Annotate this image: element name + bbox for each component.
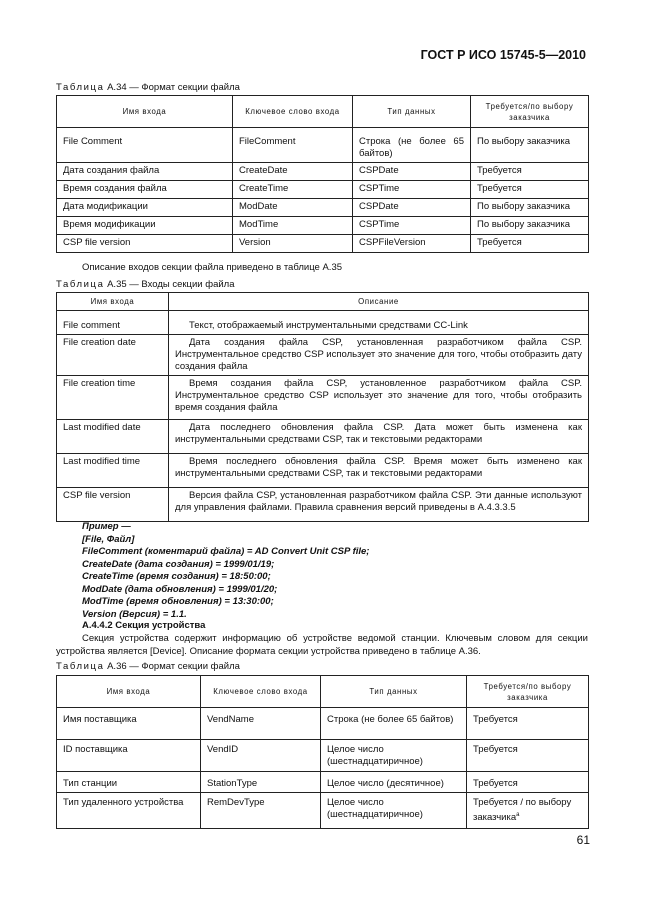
caption-text: А.35 — Входы секции файла [104,279,235,290]
table-cell: CSPDate [353,199,471,217]
example-line: ModTime (время обновления) = 13:30:00; [82,596,274,607]
table-cell: Время модификации [57,217,233,235]
table-cell: Время создания файла [57,181,233,199]
section-paragraph: Секция устройства содержит информацию об устройстве ведомой станции. Ключевым словом для секции устройства является [Device]. Описание формата секции устройства приведено в таблице А.36. [56,633,588,657]
table-cell: CSPDate [353,163,471,181]
table-cell: File comment [57,311,169,335]
table-cell: Version [233,235,353,253]
table-cell: Требуется [471,163,589,181]
table-cell: StationType [201,772,321,793]
table-cell: Версия файла CSP, установленная разработчиком файла CSP. Эти данные используют для управления файлами. Правила сравнения версий приведены в А.4.3.3.5 [169,488,589,522]
table-header-cell: Тип данных [321,676,467,708]
table-cell: Требуется [467,708,589,740]
example-line: Пример — [82,521,131,532]
table-header-cell: Требуется/по выбору заказчика [471,96,589,128]
table-cell: По выбору заказчика [471,199,589,217]
table-header-cell: Имя входа [57,676,201,708]
table-row [57,376,589,420]
table-header-cell: Имя входа [57,293,169,311]
table-cell: Требуется [471,235,589,253]
table-row [57,708,589,740]
required-text: Требуется / по выбору заказчика [473,797,572,824]
table-header-cell: Ключевое слово входа [201,676,321,708]
table-35-caption [56,279,235,290]
caption-text: А.34 — Формат секции файла [104,82,240,93]
table-cell: Имя поставщика [57,708,201,740]
table-cell: CSPTime [353,181,471,199]
table-cell: Целое число (десятичное) [321,772,467,793]
table-cell: Требуется [471,181,589,199]
table-cell: File creation time [57,376,169,420]
table-cell: Дата модификации [57,199,233,217]
table-cell: CSP file version [57,235,233,253]
table-row [57,181,589,199]
table-cell: ModTime [233,217,353,235]
table-cell: Целое число (шестнадцатиричное) [321,740,467,772]
table-cell: Тип станции [57,772,201,793]
table-cell: Время последнего обновления файла CSP. Время может быть изменено как инструментальными средствами CSP, так и текстовыми редакторами [169,454,589,488]
table-36-caption [56,661,240,672]
table-cell [467,793,589,829]
table-cell: Строка (не более 65 байтов) [353,128,471,163]
table-cell: VendName [201,708,321,740]
table-row [57,793,589,829]
table-row [57,217,589,235]
footnote-mark: а [516,812,520,818]
table-cell: Строка (не более 65 байтов) [321,708,467,740]
table-row [57,772,589,793]
table-cell: CreateDate [233,163,353,181]
example-block [82,521,369,621]
table-row [57,454,589,488]
table-35-intro: Описание входов секции файла приведено в таблице А.35 [82,262,343,273]
caption-prefix: Таблица [56,82,105,93]
table-cell: CreateTime [233,181,353,199]
table-row [57,335,589,376]
table-cell: Требуется [467,772,589,793]
table-cell: Требуется [467,740,589,772]
table-cell: Дата создания файла CSP, установленная разработчиком файла CSP. Инструментальное средство CSP использует это значение для того, чтобы отобразить дату создания файла [169,335,589,376]
table-header-cell: Ключевое слово входа [233,96,353,128]
table-row [57,420,589,454]
table-header-cell: Требуется/по выбору заказчика [467,676,589,708]
table-row [57,311,589,335]
table-cell: ID поставщика [57,740,201,772]
table-header-cell: Тип данных [353,96,471,128]
table-34-caption [56,82,240,93]
table-cell: Текст, отображаемый инструментальными средствами CC-Link [169,311,589,335]
table-cell: RemDevType [201,793,321,829]
table-35 [56,292,589,522]
table-cell: Дата создания файла [57,163,233,181]
table-row [57,128,589,163]
example-line: CreateDate (дата создания) = 1999/01/19; [82,558,275,570]
table-cell: File creation date [57,335,169,376]
table-row [57,740,589,772]
table-header-cell: Имя входа [57,96,233,128]
table-cell: ModDate [233,199,353,217]
caption-prefix: Таблица [56,661,105,672]
table-cell: VendID [201,740,321,772]
table-34 [56,95,589,253]
table-cell: CSP file version [57,488,169,522]
section-heading: А.4.4.2 Секция устройства [82,620,206,631]
table-cell: File Comment [57,128,233,163]
table-cell: CSPFileVersion [353,235,471,253]
table-cell: По выбору заказчика [471,217,589,235]
page-header: ГОСТ Р ИСО 15745-5—2010 [420,48,586,62]
table-row [57,163,589,181]
table-cell: Дата последнего обновления файла CSP. Дата может быть изменена как инструментальными средствами CSP, так и текстовыми редакторами [169,420,589,454]
table-36 [56,675,589,829]
page-number: 61 [576,833,590,847]
table-cell: Тип удаленного устройства [57,793,201,829]
table-row [57,235,589,253]
table-cell: CSPTime [353,217,471,235]
table-header-cell: Описание [169,293,589,311]
caption-prefix: Таблица [56,279,105,290]
example-line: [File, Файл] [82,533,135,545]
example-line: FileComment (коментарий файла) = AD Convert Unit CSP file; [82,546,370,557]
table-cell: По выбору заказчика [471,128,589,163]
example-line: Version (Версия) = 1.1. [82,608,187,620]
caption-text: А.36 — Формат секции файла [104,661,240,672]
table-cell: Целое число (шестнадцатиричное) [321,793,467,829]
table-cell: Last modified time [57,454,169,488]
example-line: CreateTime (время создания) = 18:50:00; [82,571,271,582]
table-row [57,488,589,522]
example-line: ModDate (дата обновления) = 1999/01/20; [82,583,278,595]
table-cell: FileComment [233,128,353,163]
table-cell: Last modified date [57,420,169,454]
table-row [57,199,589,217]
table-cell: Время создания файла CSP, установленное разработчиком файла CSP. Инструментальное средство CSP использует это значение для того, чтобы отобразить время создания файла [169,376,589,420]
